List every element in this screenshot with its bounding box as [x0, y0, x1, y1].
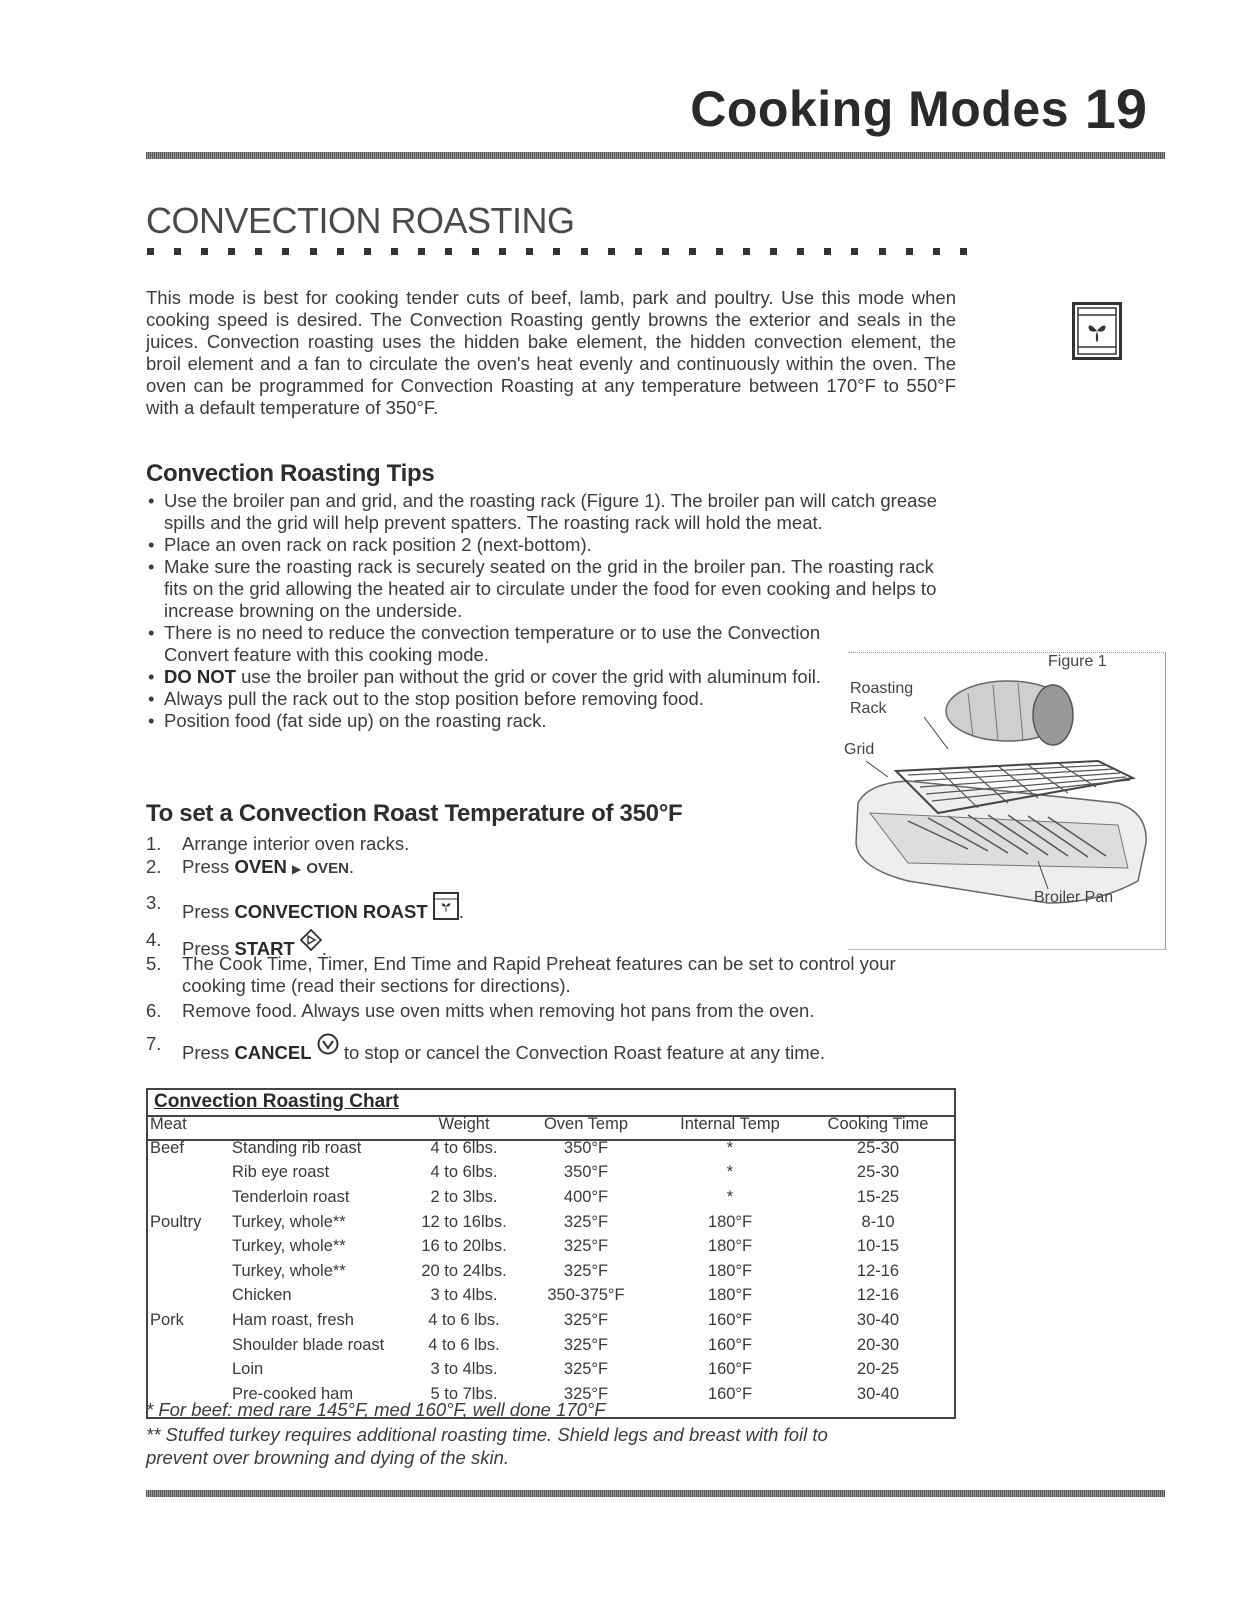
tip-item-do-not: [146, 666, 824, 688]
step-1: [146, 833, 956, 855]
start-diamond-icon: [300, 929, 322, 951]
table-cell: *: [726, 1138, 734, 1157]
step-number: 7.: [146, 1033, 162, 1054]
table-cell: 160°F: [707, 1310, 753, 1329]
step-number: 1.: [146, 833, 162, 854]
column-header: Oven Temp: [543, 1114, 629, 1133]
play-arrow-icon: ▶: [292, 862, 302, 876]
tips-heading: Convection Roasting Tips: [146, 460, 435, 487]
table-row: [150, 1284, 956, 1309]
table-cell: 4 to 6 lbs.: [428, 1310, 500, 1329]
table-cell: 400°F: [563, 1187, 609, 1206]
chart-title: Convection Roasting Chart: [154, 1091, 399, 1112]
table-cell: 5 to 7lbs.: [430, 1384, 498, 1403]
table-cell: 16 to 20lbs.: [421, 1237, 507, 1256]
cancel-circle-icon: [317, 1033, 339, 1055]
table-cell: 10-15: [856, 1237, 900, 1256]
table-cell: [150, 1161, 228, 1186]
column-header: Weight: [438, 1114, 490, 1133]
table-cell: 180°F: [707, 1212, 753, 1231]
table-cell: 12-16: [856, 1286, 900, 1305]
footnote-turkey: ** Stuffed turkey requires additional roasting time. Shield legs and breast with foil to: [146, 1424, 828, 1445]
tip-item-text: use the broiler pan without the grid or cover the grid with aluminum foil.: [241, 666, 822, 687]
table-row: [150, 1308, 956, 1333]
step-text: Press: [182, 901, 230, 922]
grid-label: Grid: [844, 741, 875, 758]
table-cell: 160°F: [707, 1360, 753, 1379]
table-cell: 350°F: [563, 1163, 609, 1182]
step-punct: .: [321, 938, 328, 959]
table-cell: 20 to 24lbs.: [421, 1261, 507, 1280]
table-cell: 160°F: [707, 1335, 753, 1354]
start-key: START: [234, 938, 295, 959]
step-number: 3.: [146, 892, 162, 913]
table-cell: 3 to 4lbs.: [430, 1286, 498, 1305]
step-text: Press: [182, 1042, 230, 1063]
table-cell: [150, 1259, 228, 1284]
tip-item: • Always pull the rack out to the stop position before removing food.: [146, 688, 946, 710]
table-cell: 15-25: [856, 1187, 900, 1206]
do-not-label: DO NOT: [164, 666, 236, 687]
step-6: [146, 1000, 956, 1022]
table-cell: 4 to 6 lbs.: [428, 1335, 500, 1354]
step-text: Press: [182, 938, 230, 959]
table-cell: 25-30: [856, 1138, 900, 1157]
step-punct: .: [348, 856, 355, 877]
step-number: 6.: [146, 1000, 162, 1021]
convection-roast-icon: [433, 892, 459, 920]
step-text: Arrange interior oven racks.: [182, 833, 410, 854]
table-cell: 8-10: [861, 1212, 895, 1231]
table-cell: Pre-cooked ham: [232, 1384, 354, 1403]
table-cell: 180°F: [707, 1286, 753, 1305]
table-cell: [150, 1357, 228, 1382]
table-cell: [150, 1333, 228, 1358]
table-cell: Chicken: [232, 1286, 292, 1305]
step-punct: .: [458, 901, 464, 922]
step-text: to stop or cancel the Convection Roast feature at any time.: [343, 1042, 826, 1063]
table-cell: 12 to 16lbs.: [421, 1212, 507, 1231]
table-row: [150, 1333, 956, 1358]
table-cell: 160°F: [707, 1384, 753, 1403]
tip-item: • Position food (fat side up) on the roasting rack.: [146, 710, 946, 732]
table-cell: Beef: [150, 1138, 184, 1157]
table-cell: Tenderloin roast: [232, 1187, 350, 1206]
table-cell: 2 to 3lbs.: [430, 1187, 498, 1206]
tip-item: • Make sure the roasting rack is securely seated on the grid in the broiler pan. The roasting rack fits on the grid allowing the heated air to circulate under the food for even cooking and helps to increase browning on the underside.: [146, 556, 946, 622]
table-cell: 20-30: [856, 1335, 900, 1354]
table-cell: Ham roast, fresh: [232, 1310, 354, 1329]
step-number: 4.: [146, 929, 162, 950]
oven-key-secondary: OVEN: [306, 860, 349, 877]
table-cell: [150, 1234, 228, 1259]
table-cell: 325°F: [563, 1237, 609, 1256]
step-text: Remove food. Always use oven mitts when removing hot pans from the oven.: [182, 1000, 815, 1021]
convection-roast-key: CONVECTION ROAST: [234, 901, 428, 922]
step-5: [146, 953, 956, 997]
table-cell: 30-40: [856, 1384, 900, 1403]
table-cell: *: [726, 1187, 734, 1206]
intro-paragraph: This mode is best for cooking tender cuts of beef, lamb, park and poultry. Use this mode when cooking speed is desired. The Convection Roasting gently browns the exterior and seals in the juices. Convection roasting uses the hidden bake element, the hidden convection element, the broil element and a fan to circulate the oven's heat evenly and continuously within the oven. The oven can be programmed for Convection Roasting at any temperature between 170°F to 550°F with a default temperature of 350°F.: [146, 287, 956, 418]
table-cell: Turkey, whole**: [232, 1261, 346, 1280]
table-cell: 325°F: [563, 1360, 609, 1379]
step-text: Press: [182, 856, 230, 877]
page-number: 19: [1084, 77, 1147, 140]
step-number: 5.: [146, 953, 162, 974]
step-number: 2.: [146, 856, 162, 877]
cancel-key: CANCEL: [234, 1042, 312, 1063]
step-3: [146, 892, 956, 923]
footnote-turkey-cont: prevent over browning and dying of the skin.: [146, 1447, 510, 1468]
table-cell: 325°F: [563, 1384, 609, 1403]
header-rule: [146, 152, 1165, 159]
page-header-title: Cooking Modes: [690, 81, 1069, 137]
convection-fan-icon: [1072, 302, 1122, 360]
table-cell: 20-25: [856, 1360, 900, 1379]
table-cell: [150, 1284, 228, 1309]
footer-rule: [146, 1490, 1165, 1497]
table-cell: 325°F: [563, 1335, 609, 1354]
section-title: CONVECTION ROASTING: [146, 200, 575, 241]
tips-list: [146, 490, 946, 732]
step-7: [146, 1033, 956, 1064]
step-text: The Cook Time, Timer, End Time and Rapid Preheat features can be set to control your cooking time (read their sections for directions).: [182, 953, 896, 996]
table-header-row: [150, 1112, 956, 1136]
figure-caption: Figure 1: [1048, 653, 1107, 670]
table-cell: Turkey, whole**: [232, 1237, 346, 1256]
footnote-beef: * For beef: med rare 145°F, med 160°F, well done 170°F: [146, 1399, 606, 1420]
step-2: [146, 856, 956, 880]
roasting-chart-table: [150, 1112, 956, 1407]
table-cell: 180°F: [707, 1261, 753, 1280]
broiler-pan-label: Broiler Pan: [1034, 889, 1114, 906]
column-header: Internal Temp: [680, 1114, 780, 1133]
table-cell: 25-30: [856, 1163, 900, 1182]
table-row: [150, 1136, 956, 1161]
table-cell: 12-16: [856, 1261, 900, 1280]
table-cell: Shoulder blade roast: [232, 1335, 385, 1354]
table-cell: *: [726, 1163, 734, 1182]
column-header: Cooking Time: [827, 1114, 929, 1133]
table-cell: 4 to 6lbs.: [430, 1163, 498, 1182]
table-cell: Rib eye roast: [232, 1163, 330, 1182]
tip-item: • Use the broiler pan and grid, and the roasting rack (Figure 1). The broiler pan will catch grease spills and the grid will help prevent spatters. The roasting rack will hold the meat.: [146, 490, 946, 534]
table-row: [150, 1234, 956, 1259]
table-cell: Poultry: [150, 1212, 202, 1231]
table-cell: 3 to 4lbs.: [430, 1360, 498, 1379]
table-cell: Standing rib roast: [232, 1138, 362, 1157]
tip-item: • There is no need to reduce the convection temperature or to use the Convection Convert feature with this cooking mode.: [146, 622, 824, 666]
steps-heading: To set a Convection Roast Temperature of 350°F: [146, 800, 683, 827]
column-header: Meat: [150, 1114, 187, 1133]
table-cell: Pork: [150, 1310, 184, 1329]
table-cell: [150, 1185, 228, 1210]
dotted-divider: [147, 248, 967, 258]
table-cell: 180°F: [707, 1237, 753, 1256]
table-cell: 350-375°F: [547, 1286, 625, 1305]
table-cell: 4 to 6lbs.: [430, 1138, 498, 1157]
table-row: [150, 1259, 956, 1284]
table-row: [150, 1161, 956, 1186]
table-row: [150, 1185, 956, 1210]
tip-item: • Place an oven rack on rack position 2 (next-bottom).: [146, 534, 946, 556]
table-cell: Turkey, whole**: [232, 1212, 346, 1231]
table-cell: Loin: [232, 1360, 264, 1379]
roasting-rack-label: Roasting Rack: [850, 680, 914, 717]
table-cell: 325°F: [563, 1310, 609, 1329]
table-row: [150, 1357, 956, 1382]
table-cell: 325°F: [563, 1212, 609, 1231]
oven-key: OVEN: [234, 856, 287, 877]
table-row: [150, 1210, 956, 1235]
table-cell: 350°F: [563, 1138, 609, 1157]
table-cell: 30-40: [856, 1310, 900, 1329]
table-cell: 325°F: [563, 1261, 609, 1280]
